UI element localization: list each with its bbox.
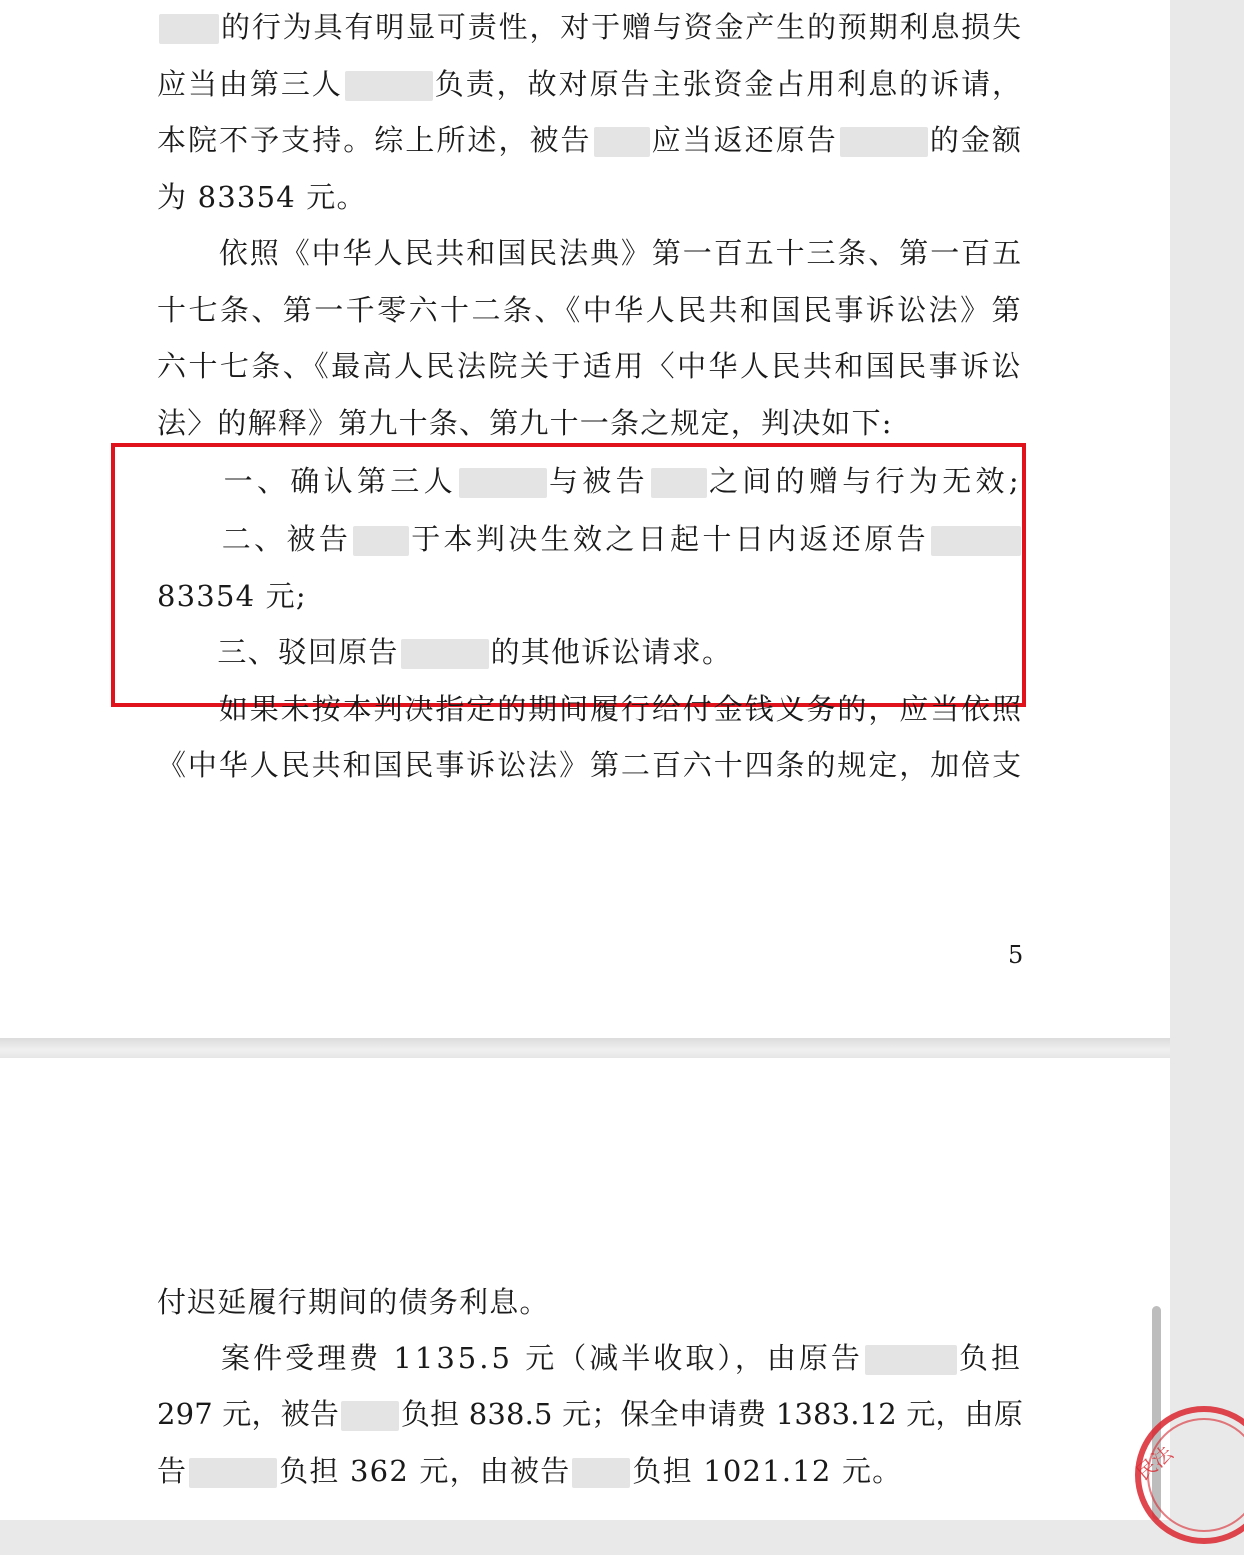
text-segment: 于本判决生效之日起十日内返还原告 — [411, 522, 929, 556]
text-segment: 83354 元; — [157, 579, 307, 613]
text-line — [157, 745, 1023, 785]
text-line — [157, 346, 1023, 386]
text-line — [157, 7, 1023, 47]
redacted-name — [401, 639, 489, 669]
redacted-name — [931, 526, 1021, 556]
text-segment: 三、驳回原告 — [157, 635, 399, 669]
text-line — [157, 403, 1023, 443]
text-segment: 付迟延履行期间的债务利息。 — [157, 1285, 550, 1319]
text-segment: 的金额 — [929, 123, 1023, 157]
redacted-name — [459, 468, 547, 498]
text-segment: 负担 1021.12 元。 — [632, 1454, 903, 1488]
text-line — [157, 1394, 1023, 1434]
text-segment: 二、被告 — [157, 522, 352, 556]
text-line — [157, 632, 1023, 672]
text-segment: 案件受理费 1135.5 元（减半收取），由原告 — [157, 1341, 863, 1375]
text-segment: 的其他诉讼请求。 — [490, 635, 733, 669]
text-line — [157, 233, 1023, 273]
text-segment: 负责，故对原告主张资金占用利息的诉请， — [434, 67, 1023, 101]
court-seal-stamp — [1124, 1395, 1244, 1555]
text-segment: 负担 362 元，由被告 — [279, 1454, 571, 1488]
text-segment: 负担 — [958, 1341, 1023, 1375]
text-line — [157, 64, 1023, 104]
redacted-name — [189, 1458, 277, 1488]
page-number: 5 — [1008, 941, 1024, 969]
text-line — [157, 120, 1023, 160]
text-segment: 与被告 — [548, 464, 649, 498]
redacted-name — [353, 526, 409, 556]
redacted-name — [594, 127, 650, 157]
text-line — [157, 689, 1023, 729]
text-segment: 法〉的解释》第九十条、第九十一条之规定，判决如下: — [157, 406, 893, 440]
text-segment: 为 83354 元。 — [157, 180, 367, 214]
text-line — [157, 461, 1023, 501]
text-segment: 十七条、第一千零六十二条、《中华人民共和国民事诉讼法》第 — [157, 293, 1023, 327]
svg-text:民法: 民法 — [1131, 1440, 1178, 1486]
redacted-name — [572, 1458, 630, 1488]
redacted-name — [341, 1401, 399, 1431]
text-segment: 依照《中华人民共和国民法典》第一百五十三条、第一百五 — [157, 236, 1023, 270]
text-segment: 应当由第三人 — [157, 67, 343, 101]
text-segment: 告 — [157, 1454, 188, 1488]
text-segment: 之间的赠与行为无效; — [708, 464, 1023, 498]
text-line — [157, 1338, 1023, 1378]
text-segment: 的行为具有明显可责性，对于赠与资金产生的预期利息损失 — [221, 10, 1023, 44]
text-line — [157, 1282, 1023, 1322]
text-segment: 《中华人民共和国民事诉讼法》第二百六十四条的规定，加倍支 — [157, 748, 1023, 782]
redacted-name — [840, 127, 928, 157]
redacted-name — [651, 468, 707, 498]
text-line — [157, 290, 1023, 330]
redacted-name — [865, 1345, 957, 1375]
text-segment: 一、确认第三人 — [157, 464, 457, 498]
text-segment: 如果未按本判决指定的期间履行给付金钱义务的，应当依照 — [157, 692, 1023, 726]
text-line — [157, 519, 1023, 559]
text-line — [157, 1451, 1023, 1491]
text-segment: 应当返还原告 — [651, 123, 838, 157]
redacted-name — [345, 71, 433, 101]
redacted-name — [159, 14, 219, 44]
text-segment: 六十七条、《最高人民法院关于适用〈中华人民共和国民事诉讼 — [157, 349, 1023, 383]
page-separator — [0, 1038, 1170, 1058]
text-segment: 负担 838.5 元；保全申请费 1383.12 元，由原 — [401, 1397, 1023, 1431]
text-line — [157, 177, 1023, 217]
text-segment: 本院不予支持。综上所述，被告 — [157, 123, 592, 157]
text-line — [157, 576, 1023, 616]
text-segment: 297 元，被告 — [157, 1397, 339, 1431]
